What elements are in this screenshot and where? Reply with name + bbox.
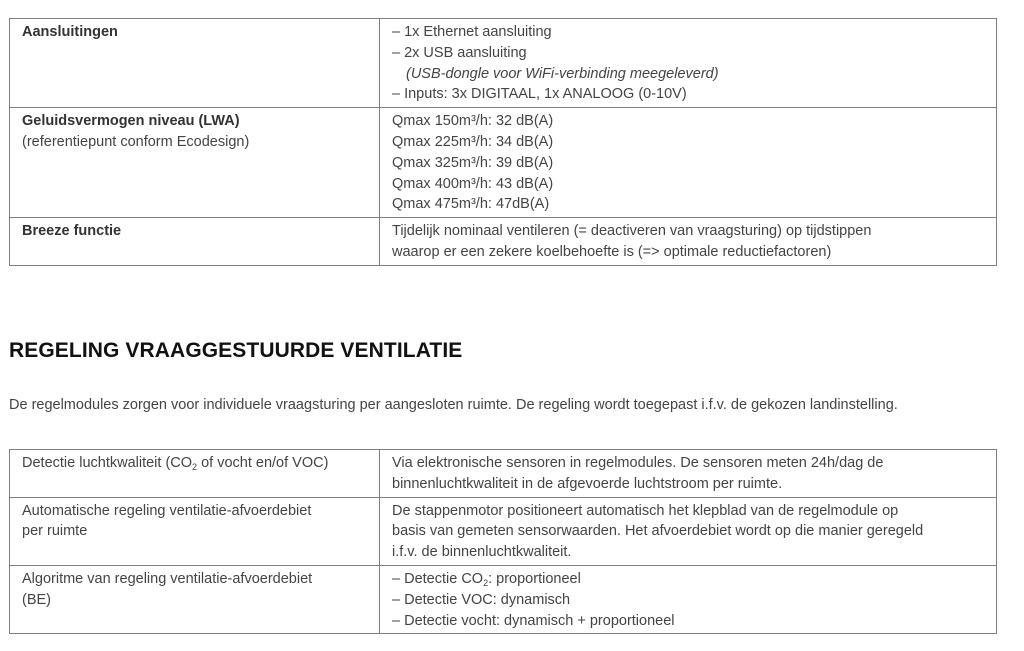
subscript: 2 <box>483 577 489 588</box>
row-value-line: – 1x Ethernet aansluiting <box>392 24 552 40</box>
specifications-table-top <box>9 18 997 266</box>
row-value-line: waarop er een zekere koelbehoefte is (=> optimale reductiefactoren) <box>392 243 832 260</box>
row-value-line: binnenluchtkwaliteit in de afgevoerde luchtstroom per ruimte. <box>392 475 783 492</box>
table-row <box>10 497 997 565</box>
row-label: Algoritme van regeling ventilatie-afvoerdebiet <box>22 570 313 587</box>
row-value-line: – 2x USB aansluiting <box>392 44 527 61</box>
row-value-line: i.f.v. de binnenluchtkwaliteit. <box>392 544 572 561</box>
specifications-table-bottom <box>9 449 997 634</box>
table-row <box>10 108 997 218</box>
row-value-line: – Detectie VOC: dynamisch <box>392 591 571 608</box>
row-value-cell <box>380 497 997 565</box>
row-label: per ruimte <box>22 523 88 540</box>
row-label-cell <box>10 497 380 565</box>
table-row <box>10 19 997 108</box>
row-label-cell <box>10 450 380 498</box>
row-label <box>22 453 367 474</box>
table-row <box>10 450 997 498</box>
section-intro: De regelmodules zorgen voor individuele vraagsturing per aangesloten ruimte. De regeling wordt toegepast i.f.v. de gekozen landinstelling. <box>9 397 898 413</box>
row-sublabel: (referentiepunt conform Ecodesign) <box>22 133 250 150</box>
row-value-line: Qmax 400m³/h: 43 dB(A) <box>392 175 554 192</box>
row-value-cell <box>380 450 997 498</box>
row-value-cell <box>380 19 997 108</box>
row-label-cell <box>10 565 380 633</box>
row-label: Aansluitingen <box>22 24 118 40</box>
row-value-line: Qmax 325m³/h: 39 dB(A) <box>392 154 554 171</box>
row-label: (BE) <box>22 591 51 608</box>
row-label-text: of vocht en/of VOC) <box>197 455 329 471</box>
row-value-line <box>392 569 984 590</box>
row-label: Breeze functie <box>22 223 122 240</box>
row-label-text: Detectie luchtkwaliteit (CO <box>22 455 193 471</box>
row-value-note: (USB-dongle voor WiFi-verbinding meegeleverd) <box>406 65 719 82</box>
row-label: Automatische regeling ventilatie-afvoerdebiet <box>22 502 312 519</box>
row-label-cell <box>10 19 380 108</box>
row-label-cell <box>10 218 380 266</box>
table-row <box>10 565 997 633</box>
subscript: 2 <box>192 462 198 472</box>
row-value-text: : proportioneel <box>488 570 581 587</box>
row-value-line: Qmax 475m³/h: 47dB(A) <box>392 196 550 213</box>
row-value-line: basis van gemeten sensorwaarden. Het afvoerdebiet wordt op die manier geregeld <box>392 523 924 540</box>
row-value-line: Qmax 225m³/h: 34 dB(A) <box>392 133 554 150</box>
table-row <box>10 218 997 266</box>
row-value-line: – Inputs: 3x DIGITAAL, 1x ANALOOG (0-10V) <box>392 86 687 103</box>
row-value-line: Tijdelijk nominaal ventileren (= deactiveren van vraagsturing) op tijdstippen <box>392 223 872 240</box>
row-label-cell <box>10 108 380 218</box>
row-value-text: – Detectie CO <box>392 570 484 587</box>
row-value-line: Via elektronische sensoren in regelmodules. De sensoren meten 24h/dag de <box>392 455 884 471</box>
row-value-cell <box>380 218 997 266</box>
row-label: Geluidsvermogen niveau (LWA) <box>22 113 240 130</box>
row-value-line: Qmax 150m³/h: 32 dB(A) <box>392 113 554 130</box>
row-value-cell <box>380 565 997 633</box>
section-title: REGELING VRAAGGESTUURDE VENTILATIE <box>9 339 463 362</box>
row-value-line: – Detectie vocht: dynamisch + proportioneel <box>392 612 675 629</box>
row-value-line: De stappenmotor positioneert automatisch het klepblad van de regelmodule op <box>392 502 899 519</box>
row-value-cell <box>380 108 997 218</box>
